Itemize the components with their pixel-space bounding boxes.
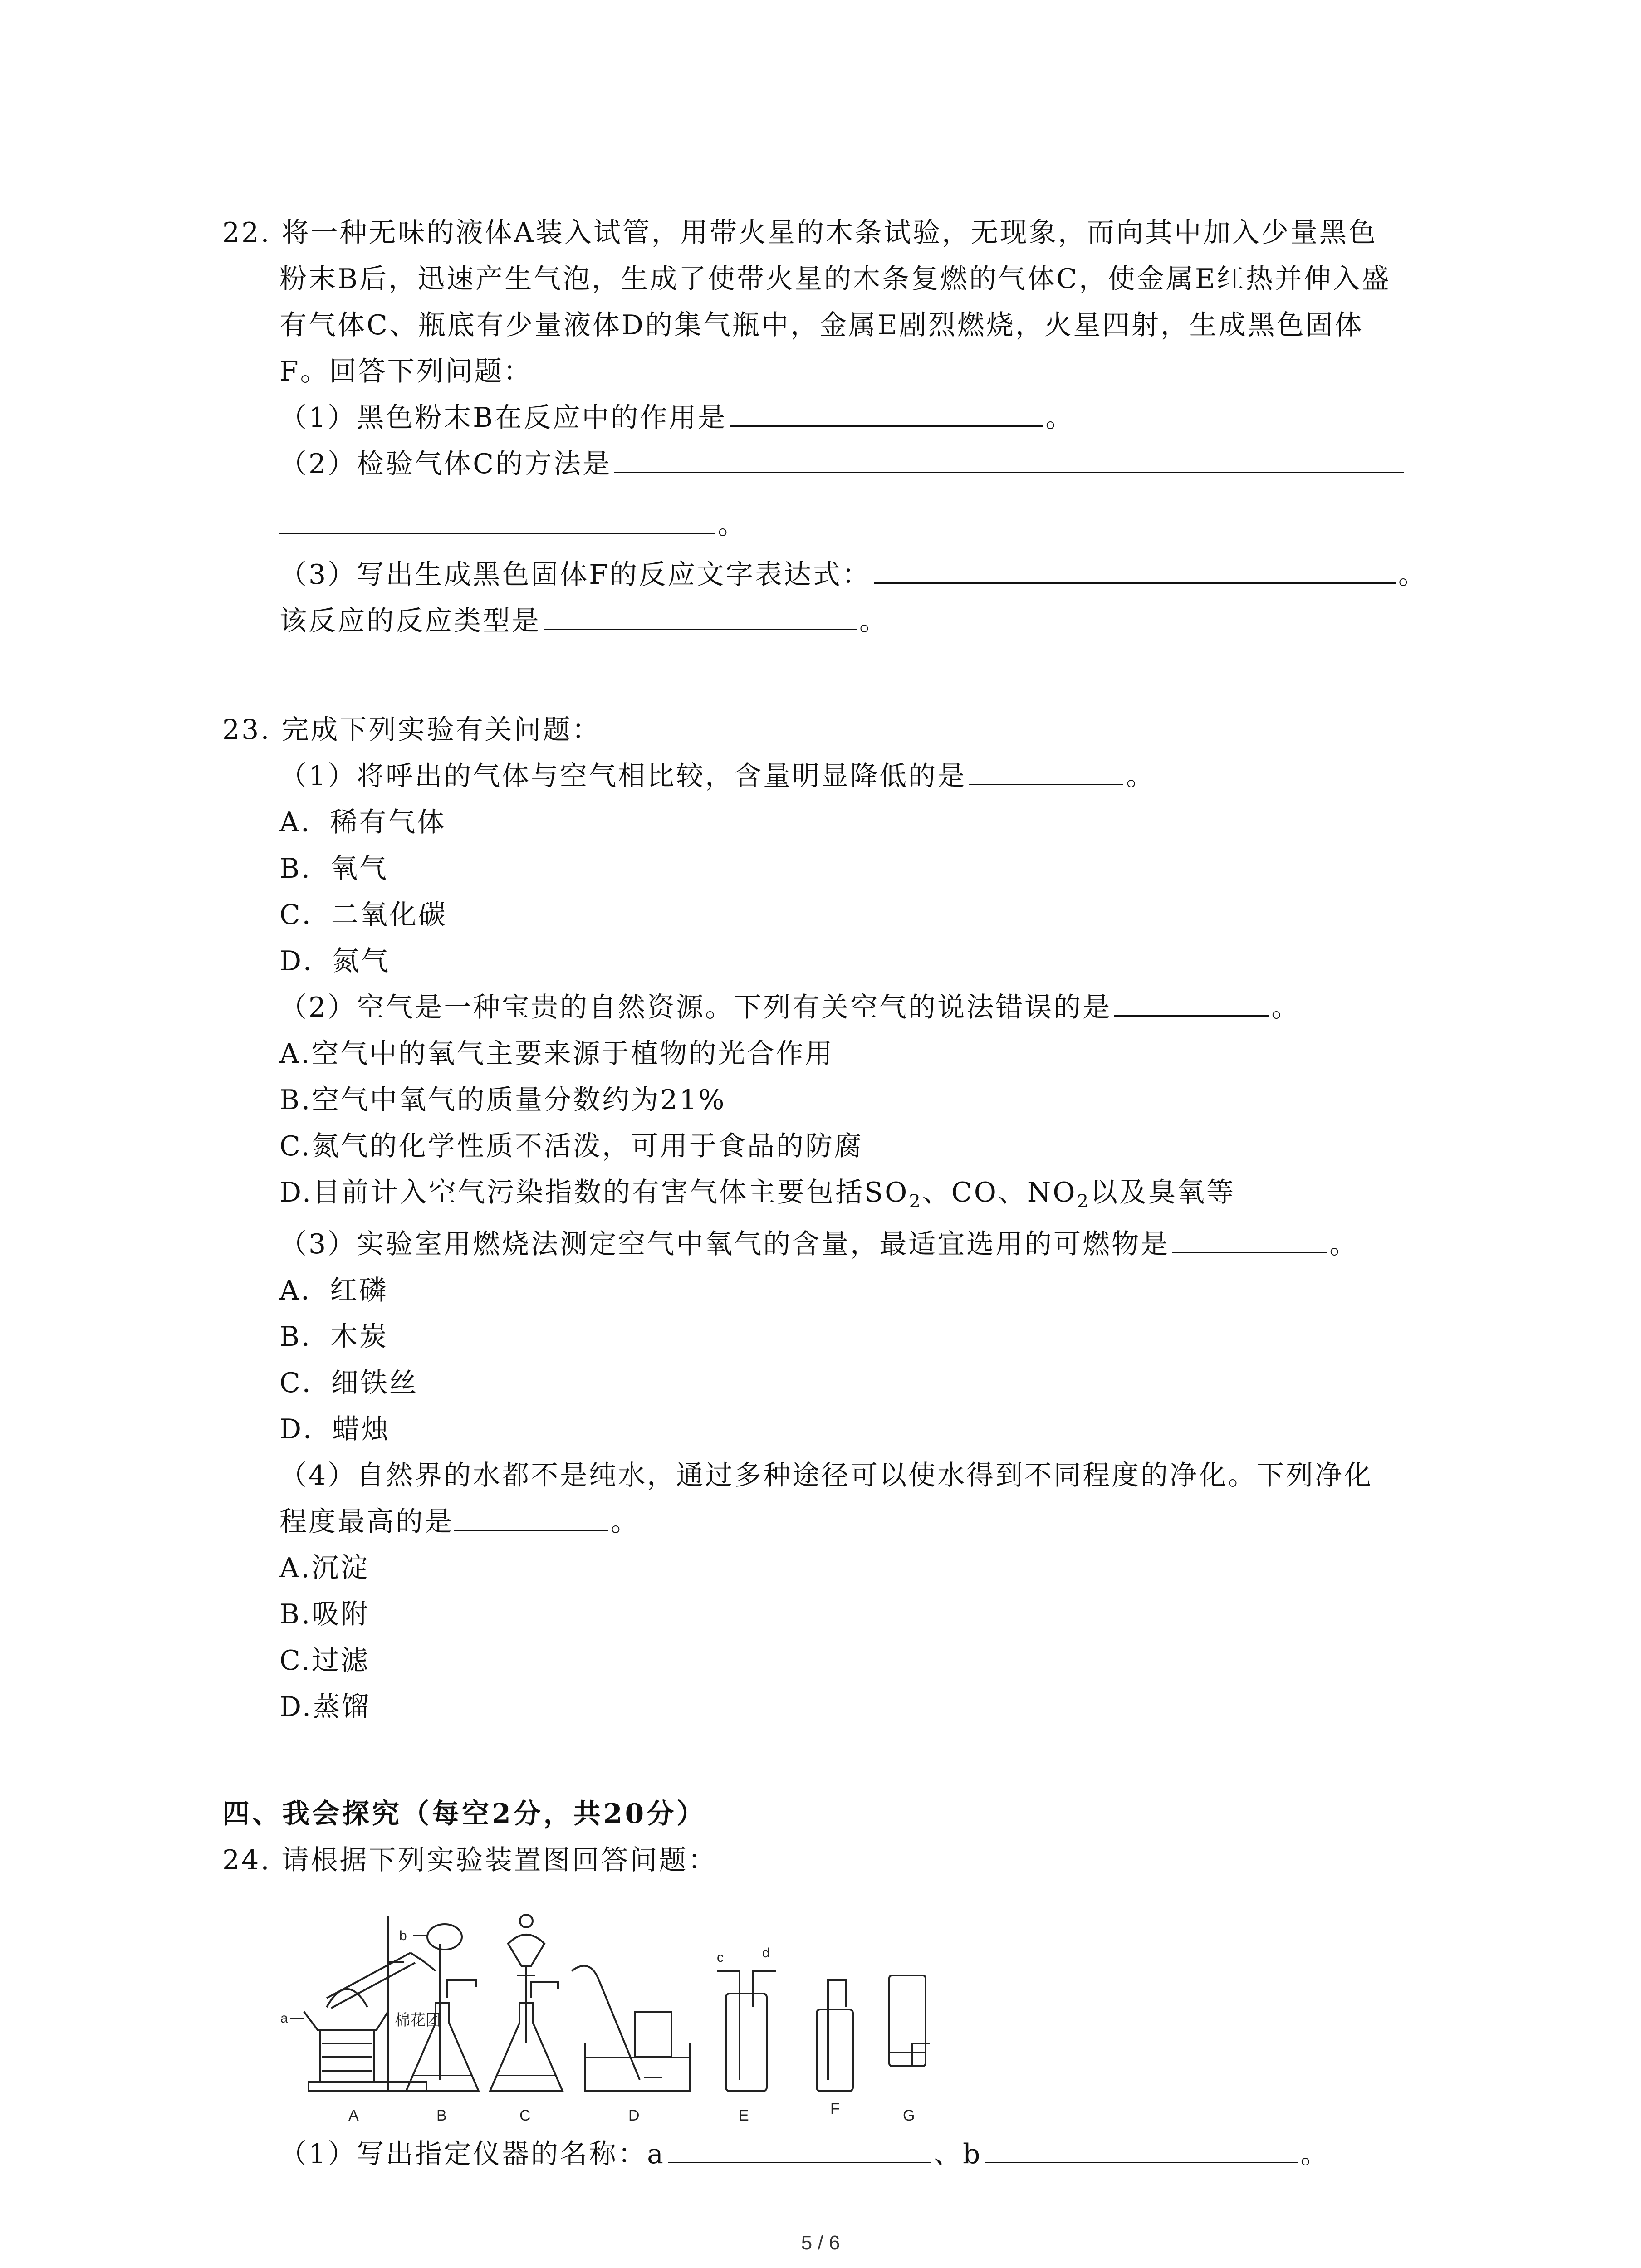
q22-part1-text: （1）黑色粉末B在反应中的作用是 xyxy=(279,402,727,434)
apparatus-f-collecting-bottle xyxy=(817,1980,853,2117)
q22-part2 xyxy=(279,448,1406,480)
option-d-text: 以及臭氧等 xyxy=(1090,1177,1236,1208)
period: 。 xyxy=(1045,402,1075,434)
period: 。 xyxy=(718,509,747,541)
q23-p3-option-a: A．红磷 xyxy=(279,1275,388,1306)
period: 。 xyxy=(1126,760,1156,792)
separator: 、b xyxy=(933,2138,982,2170)
apparatus-d-water-trough xyxy=(572,1966,690,2124)
q23-p4-option-b: B.吸附 xyxy=(279,1598,370,1630)
q22-stem-line-4: F。回答下列问题： xyxy=(279,356,533,387)
q23-p2-option-b: B.空气中氧气的质量分数约为21% xyxy=(279,1084,726,1116)
label-G: G xyxy=(903,2107,915,2124)
q23-p4-option-c: C.过滤 xyxy=(279,1645,370,1677)
answer-blank[interactable] xyxy=(1172,1228,1327,1253)
q22-stem-line-2: 粉末B后，迅速产生气泡，生成了使带火星的木条复燃的气体C，使金属E红热并伸入盛 xyxy=(279,263,1391,295)
q23-p4-option-d: D.蒸馏 xyxy=(279,1691,371,1723)
period: 。 xyxy=(1329,1228,1359,1260)
q22-stem-line-3: 有气体C、瓶底有少量液体D的集气瓶中，金属E剧烈燃烧，火星四射，生成黑色固体 xyxy=(279,309,1364,341)
q23-p3-option-b: B．木炭 xyxy=(279,1321,389,1353)
q23-p2-option-c: C.氮气的化学性质不活泼，可用于食品的防腐 xyxy=(279,1130,863,1162)
q23-part3 xyxy=(279,1228,1358,1260)
q24-stem: 24. 请根据下列实验装置图回答问题： xyxy=(222,1844,717,1876)
q23-p2-option-d xyxy=(279,1177,1235,1217)
answer-blank[interactable] xyxy=(985,2138,1298,2163)
q23-p1-option-d: D．氮气 xyxy=(279,945,391,977)
option-d-text: D.目前计入空气污染指数的有害气体主要包括SO xyxy=(279,1177,909,1208)
q22-part2-text: （2）检验气体C的方法是 xyxy=(279,448,612,480)
q24-part1 xyxy=(279,2138,1329,2170)
section-heading: 四、我会探究（每空2分，共20分） xyxy=(222,1798,707,1830)
q22-stem-line-1: 22. 将一种无味的液体A装入试管，用带火星的木条试验，无现象，而向其中加入少量黑色 xyxy=(222,217,1377,249)
period: 。 xyxy=(1300,2138,1330,2170)
answer-blank[interactable] xyxy=(668,2138,931,2163)
q23-part4: （4）自然界的水都不是纯水，通过多种途径可以使水得到不同程度的净化。下列净化 xyxy=(279,1460,1373,1491)
subscript: 2 xyxy=(1077,1191,1091,1212)
q22-part2-continued xyxy=(279,509,747,541)
answer-blank[interactable] xyxy=(614,448,1404,473)
label-F: F xyxy=(830,2100,840,2117)
label-c: c xyxy=(717,1950,724,1965)
answer-blank[interactable] xyxy=(874,559,1396,584)
q22-part3-text: （3）写出生成黑色固体F的反应文字表达式： xyxy=(279,559,871,591)
period: 。 xyxy=(611,1506,640,1538)
lab-apparatus-figure xyxy=(272,1907,1071,2125)
answer-blank[interactable] xyxy=(279,509,715,534)
q23-p2-option-a: A.空气中的氧气主要来源于植物的光合作用 xyxy=(279,1038,834,1070)
apparatus-g-inverted-bottle xyxy=(889,1975,930,2124)
label-d: d xyxy=(762,1945,770,1960)
q22-part3 xyxy=(279,559,1427,591)
q22-part3-type-text: 该反应的反应类型是 xyxy=(279,605,541,637)
q23-part3-text: （3）实验室用燃烧法测定空气中氧气的含量，最适宜选用的可燃物是 xyxy=(279,1228,1170,1260)
label-D: D xyxy=(628,2107,640,2124)
label-E: E xyxy=(739,2107,749,2124)
label-A: A xyxy=(348,2107,359,2124)
q23-part4-continued xyxy=(279,1506,640,1538)
answer-blank[interactable] xyxy=(969,760,1123,785)
q24-part1-text: （1）写出指定仪器的名称：a xyxy=(279,2138,665,2170)
q23-p1-option-c: C．二氧化碳 xyxy=(279,899,447,931)
q23-p1-option-b: B．氧气 xyxy=(279,853,389,885)
label-cotton: 棉花团 xyxy=(395,2011,441,2029)
answer-blank[interactable] xyxy=(454,1506,608,1531)
apparatus-c-flask-separatory-funnel xyxy=(490,1915,563,2124)
q23-stem: 23. 完成下列实验有关问题： xyxy=(222,714,601,746)
apparatus-a-heating-setup xyxy=(280,1916,441,2124)
q23-p3-option-c: C．细铁丝 xyxy=(279,1367,418,1399)
q23-part1 xyxy=(279,760,1155,792)
answer-blank[interactable] xyxy=(544,605,857,630)
label-b: b xyxy=(399,1928,407,1943)
answer-blank[interactable] xyxy=(730,402,1043,427)
apparatus-e-gas-bottle xyxy=(717,1945,776,2124)
q23-p3-option-d: D．蜡烛 xyxy=(279,1413,391,1445)
q23-part1-text: （1）将呼出的气体与空气相比较，含量明显降低的是 xyxy=(279,760,967,792)
q23-p4-option-a: A.沉淀 xyxy=(279,1552,370,1584)
page-number: 5 / 6 xyxy=(801,2232,840,2254)
label-B: B xyxy=(436,2107,447,2124)
period: 。 xyxy=(1398,559,1427,591)
label-C: C xyxy=(519,2107,531,2124)
q23-part4-text: 程度最高的是 xyxy=(279,1506,454,1538)
label-a: a xyxy=(280,2011,288,2026)
q22-part1 xyxy=(279,402,1074,434)
period: 。 xyxy=(1271,992,1301,1023)
period: 。 xyxy=(859,605,888,637)
q23-part2 xyxy=(279,992,1300,1023)
option-d-text: 、CO、NO xyxy=(922,1177,1077,1208)
q23-part2-text: （2）空气是一种宝贵的自然资源。下列有关空气的说法错误的是 xyxy=(279,992,1112,1023)
q22-part3-type xyxy=(279,605,888,637)
answer-blank[interactable] xyxy=(1114,992,1269,1017)
q23-p1-option-a: A．稀有气体 xyxy=(279,807,446,838)
subscript: 2 xyxy=(909,1191,922,1212)
